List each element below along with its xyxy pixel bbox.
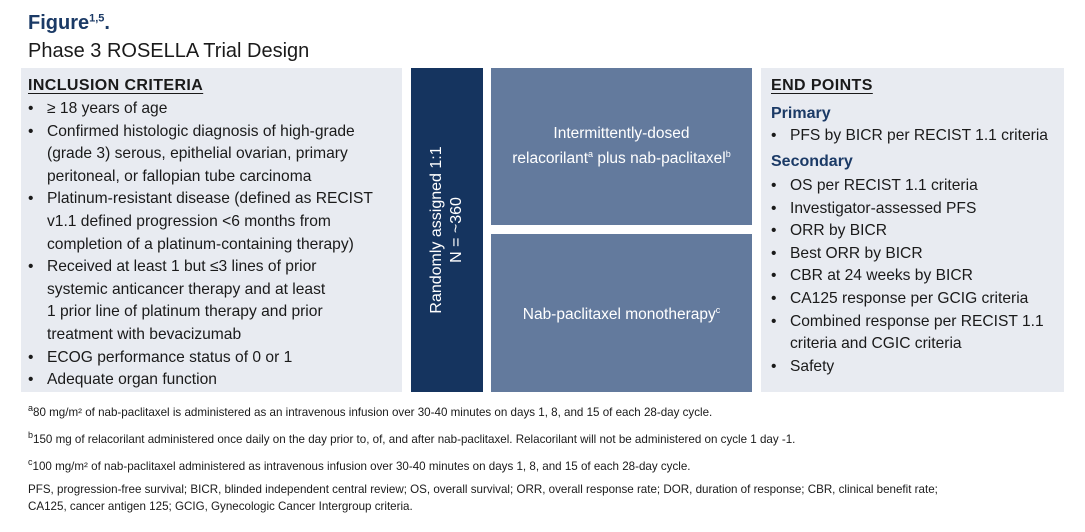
- bullet-icon: •: [771, 127, 777, 144]
- list-item: [28, 188, 398, 256]
- arm-1-line-1: Intermittently-dosed: [553, 125, 690, 143]
- list-item-line: Investigator-assessed PFS: [790, 199, 977, 217]
- arm-1-combo: plus nab-paclitaxel: [593, 150, 726, 168]
- list-item: [771, 175, 1061, 198]
- bullet-icon: •: [771, 289, 777, 307]
- bullet-icon: •: [771, 199, 777, 217]
- arm-1-sup-a: a: [588, 149, 594, 160]
- list-item-line: ORR by BICR: [790, 222, 888, 240]
- bullet-icon: •: [771, 177, 777, 194]
- arm-1-sup-b: b: [725, 149, 731, 160]
- list-item: [771, 265, 1061, 288]
- figure-refs: 1,5: [89, 12, 105, 25]
- list-item: [771, 288, 1061, 311]
- list-item-line: v1.1 defined progression <6 months from: [47, 212, 331, 230]
- bullet-icon: •: [771, 312, 777, 330]
- footnote-a: [28, 400, 712, 421]
- list-item-line: criteria and CGIC criteria: [790, 335, 962, 353]
- list-item: [28, 256, 398, 346]
- footnote-c: [28, 454, 691, 475]
- treatment-arm-2: [491, 234, 752, 392]
- randomization-bar: [411, 68, 483, 392]
- bullet-icon: •: [28, 100, 34, 117]
- list-item: [771, 198, 1061, 221]
- arm-2-sup-c: c: [715, 305, 721, 316]
- bullet-icon: •: [28, 348, 34, 366]
- bullet-icon: •: [28, 258, 34, 276]
- list-item-line: CA125 response per GCIG criteria: [790, 289, 1029, 307]
- inclusion-heading: INCLUSION CRITERIA: [28, 77, 204, 94]
- list-item: [771, 356, 1061, 379]
- bullet-icon: •: [28, 371, 34, 389]
- figure-label-end: .: [104, 12, 110, 34]
- figure-title: Phase 3 ROSELLA Trial Design: [28, 40, 310, 62]
- bullet-icon: •: [771, 222, 777, 240]
- list-item: [28, 98, 398, 121]
- list-item: [28, 369, 398, 392]
- list-item-line: ECOG performance status of 0 or 1: [47, 348, 293, 366]
- list-item: [771, 311, 1061, 356]
- list-item-line: systemic anticancer therapy and at least: [47, 280, 326, 298]
- footnote-b-mark: b: [28, 430, 34, 440]
- list-item-line: 1 prior line of platinum therapy and prior: [47, 303, 323, 321]
- randomization-line-2: N = ~360: [448, 197, 465, 263]
- bullet-icon: •: [771, 357, 777, 375]
- list-item-line: peritoneal, or fallopian tube carcinoma: [47, 167, 312, 185]
- secondary-label: Secondary: [771, 153, 853, 170]
- list-item-line: Confirmed histologic diagnosis of high-grade: [47, 122, 355, 140]
- list-item: [771, 125, 1061, 148]
- secondary-endpoints-list: [771, 175, 1061, 378]
- list-item-line: (grade 3) serous, epithelial ovarian, primary: [47, 145, 348, 163]
- footnote-b-text: 150 mg of relacorilant administered once daily on the day prior to, of, and after nab-paclitaxel. Relacorilant will not be administered on cycle 1 day -1.: [33, 432, 796, 446]
- footnote-b: [28, 427, 795, 448]
- arm-1-line-2: [512, 144, 731, 169]
- list-item-line: PFS by BICR per RECIST 1.1 criteria: [790, 127, 1048, 144]
- list-item-line: treatment with bevacizumab: [47, 325, 242, 343]
- list-item-line: completion of a platinum-containing therapy): [47, 235, 354, 253]
- list-item-line: Adequate organ function: [47, 371, 217, 389]
- primary-endpoints-list: [771, 125, 1061, 148]
- figure-label: [28, 12, 110, 35]
- randomization-line-1: Randomly assigned 1:1: [428, 146, 445, 314]
- footnote-a-mark: a: [28, 403, 34, 413]
- arm-2-text: Nab-paclitaxel monotherapy: [522, 306, 716, 324]
- list-item-line: CBR at 24 weeks by BICR: [790, 267, 973, 285]
- arm-1-drug: relacorilant: [512, 150, 589, 168]
- list-item-line: Platinum-resistant disease (defined as RECIST: [47, 190, 373, 208]
- list-item-line: Received at least 1 but ≤3 lines of prior: [47, 258, 317, 276]
- footnote-c-mark: c: [28, 457, 33, 467]
- list-item: [28, 347, 398, 370]
- footnote-c-text: 100 mg/m² of nab-paclitaxel administered as intravenous infusion over 30-40 minutes on days 1, 8, and 15 of each 28-day cycle.: [32, 459, 691, 473]
- randomization-text: [427, 80, 467, 380]
- footnote-a-text: 80 mg/m² of nab-paclitaxel is administered as an intravenous infusion over 30-40 minutes on days 1, 8, and 15 of each 28-day cycle.: [33, 405, 713, 419]
- list-item-line: OS per RECIST 1.1 criteria: [790, 177, 978, 194]
- list-item-line: Best ORR by BICR: [790, 244, 923, 262]
- abbreviations-line-2: CA125, cancer antigen 125; GCIG, Gynecologic Cancer Intergroup criteria.: [28, 500, 413, 513]
- inclusion-list: [28, 98, 398, 392]
- abbreviations: [28, 481, 938, 515]
- bullet-icon: •: [28, 190, 34, 208]
- bullet-icon: •: [771, 267, 777, 285]
- primary-label: Primary: [771, 105, 831, 122]
- list-item-line: Combined response per RECIST 1.1: [790, 312, 1044, 330]
- list-item-line: Safety: [790, 357, 835, 375]
- endpoints-heading: END POINTS: [771, 77, 873, 94]
- treatment-arm-1: [491, 68, 752, 225]
- figure-label-text: Figure: [28, 12, 90, 34]
- abbreviations-line-1: PFS, progression-free survival; BICR, blinded independent central review; OS, overall survival; ORR, overall response rate; DOR, duration of response; CBR, clinical benefit rate;: [28, 483, 938, 496]
- list-item-line: ≥ 18 years of age: [47, 100, 168, 117]
- list-item: [771, 220, 1061, 243]
- bullet-icon: •: [28, 122, 34, 140]
- bullet-icon: •: [771, 244, 777, 262]
- list-item: [771, 243, 1061, 266]
- arm-2-line-1: [523, 300, 721, 325]
- list-item: [28, 121, 398, 189]
